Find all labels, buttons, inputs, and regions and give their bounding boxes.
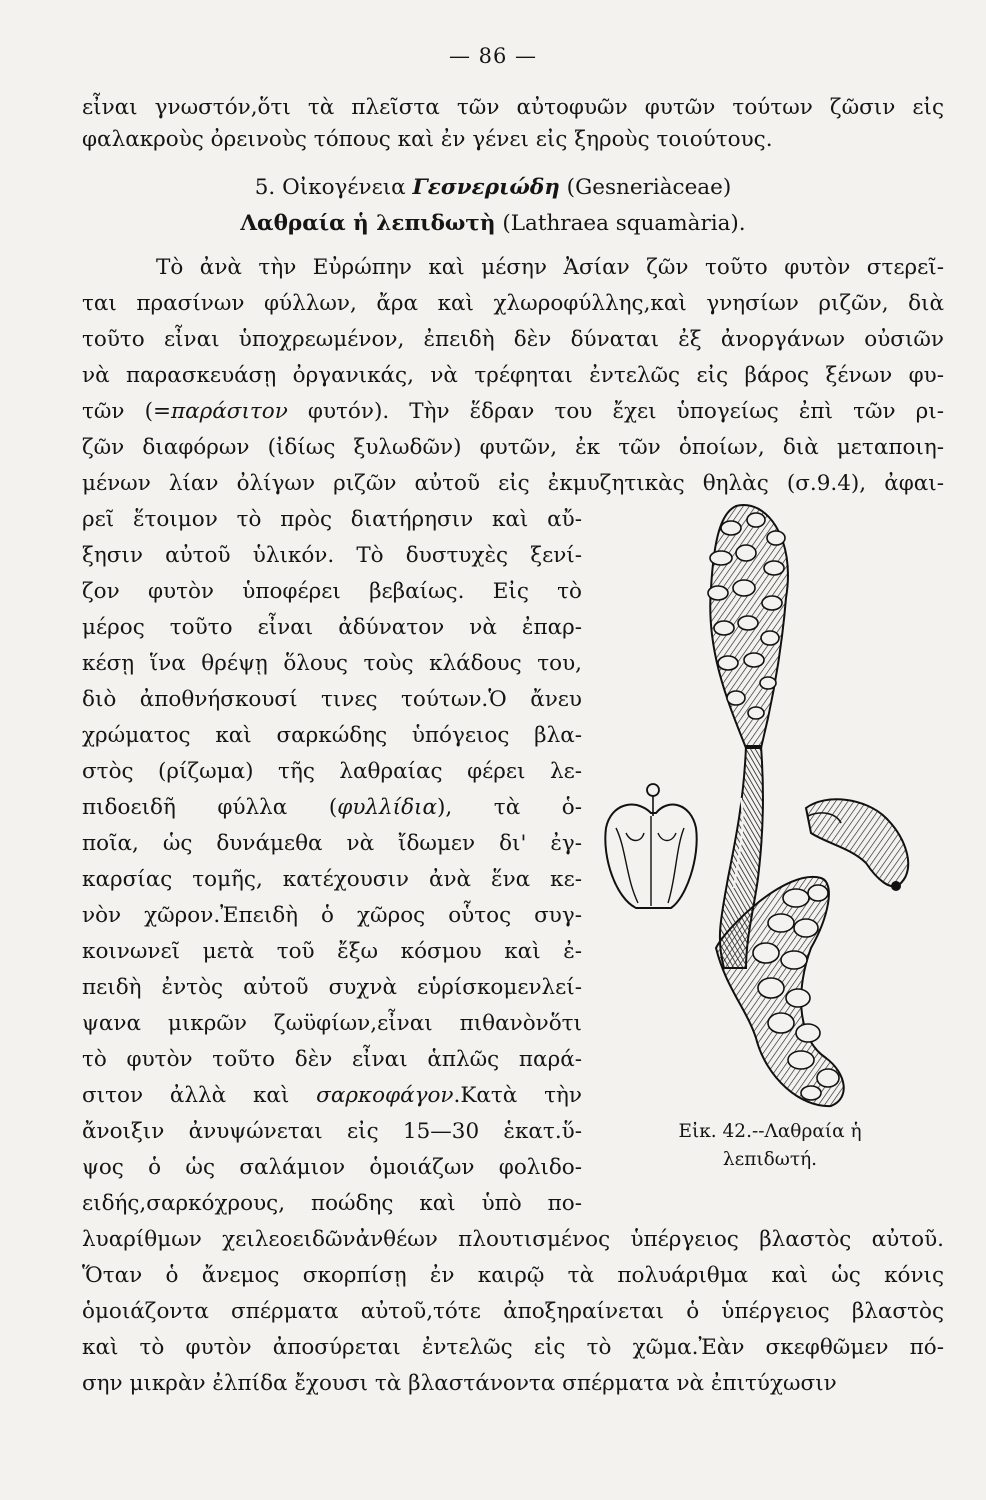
text-line: ψος ὁ ὡς σαλάμιον ὁμοιάζων φολιδο- bbox=[82, 1155, 582, 1180]
family-heading-prefix: 5. Οἰκογένεια bbox=[254, 175, 413, 200]
text-line: νὰ παρασκευάσῃ ὀργανικάς, νὰ τρέφηται ἐντελῶς εἰς βάρος ξένων φυ- bbox=[82, 363, 944, 388]
lathraea-illustration bbox=[596, 498, 926, 1110]
text-line: καὶ τὸ φυτὸν ἀποσύρεται ἐντελῶς εἰς τὸ χῶμα.Ἐὰν σκεφθῶμεν πό- bbox=[82, 1335, 944, 1360]
text-line: τὸ φυτὸν τοῦτο δὲν εἶναι ἁπλῶς παρά- bbox=[82, 1047, 582, 1072]
text-line: χρώματος καὶ σαρκώδης ὑπόγειος βλα- bbox=[82, 723, 582, 748]
text-line: ψανα μικρῶν ζωϋφίων,εἶναι πιθανὸνὅτι bbox=[82, 1011, 582, 1036]
text-line: σην μικρὰν ἐλπίδα ἔχουσι τὰ βλαστάνοντα σπέρματα νὰ ἐπιτύχωσιν bbox=[82, 1371, 837, 1396]
parasite-term: παράσιτον bbox=[171, 399, 288, 424]
text-span: ), τὰ ὁ- bbox=[437, 795, 583, 820]
text-line: κέσῃ ἵνα θρέψῃ ὅλους τοὺς κλάδους του, bbox=[82, 651, 582, 676]
text-line bbox=[82, 792, 582, 824]
text-span: τῶν (= bbox=[82, 399, 171, 424]
text-line: μένων λίαν ὀλίγων ριζῶν αὐτοῦ εἰς ἐκμυζητικὰς θηλὰς (σ.9.4), ἀφαι- bbox=[82, 471, 944, 496]
text-line: διὸ ἀποθνήσκουσί τινες τούτων.Ὁ ἄνευ bbox=[82, 687, 582, 712]
phyllidia-term: φυλλίδια bbox=[337, 795, 437, 820]
carnivore-term: σαρκοφάγον bbox=[316, 1083, 454, 1108]
text-line: ποῖα, ὡς δυνάμεθα νὰ ἴδωμεν δι' ἐγ- bbox=[82, 831, 582, 856]
text-line: στὸς (ρίζωμα) τῆς λαθραίας φέρει λε- bbox=[82, 759, 582, 784]
text-line: ὁμοιάζοντα σπέρματα αὐτοῦ,τότε ἀποξηραίνεται ὁ ὑπέργειος βλαστὸς bbox=[82, 1299, 944, 1324]
text-line: εἶναι γνωστόν,ὅτι τὰ πλεῖστα τῶν αὐτοφυῶν φυτῶν τούτων ζῶσιν εἰς bbox=[82, 95, 944, 120]
text-line: καρσίας τομῆς, κατέχουσιν ἀνὰ ἕνα κε- bbox=[82, 867, 582, 892]
text-line: ται πρασίνων φύλλων, ἄρα καὶ χλωροφύλλης,καὶ γνησίων ριζῶν, διὰ bbox=[82, 291, 944, 316]
text-line bbox=[82, 396, 944, 428]
text-line: ξησιν αὐτοῦ ὑλικόν. Τὸ δυστυχὲς ξενί- bbox=[82, 543, 582, 568]
species-heading-latin: (Lathraea squamària). bbox=[495, 211, 746, 236]
family-heading-latin: (Gesneriàceae) bbox=[559, 175, 732, 200]
text-line: νὸν χῶρον.Ἐπειδὴ ὁ χῶρος οὗτος συγ- bbox=[82, 903, 582, 928]
text-line: ζον φυτὸν ὑποφέρει βεβαίως. Εἰς τὸ bbox=[82, 579, 582, 604]
text-line: μέρος τοῦτο εἶναι ἀδύνατον νὰ ἐπαρ- bbox=[82, 615, 582, 640]
text-line: ἄνοιξιν ἀνυψώνεται εἰς 15—30 ἑκατ.ὕ- bbox=[82, 1119, 582, 1144]
lathraea-drawing bbox=[596, 498, 926, 1110]
family-heading-greek: Γεσνεριώδη bbox=[412, 175, 560, 200]
species-heading bbox=[0, 208, 986, 240]
text-line: κοινωνεῖ μετὰ τοῦ ἔξω κόσμου καὶ ἐ- bbox=[82, 939, 582, 964]
text-line: ρεῖ ἕτοιμον τὸ πρὸς διατήρησιν καὶ αὔ- bbox=[82, 507, 582, 532]
figure-caption-line1: Εἰκ. 42.--Λαθραία ἡ bbox=[678, 1121, 862, 1142]
flower-spike bbox=[708, 505, 788, 748]
figure-caption-line2: λεπιδωτή. bbox=[722, 1149, 818, 1170]
flower-section-detail bbox=[605, 784, 696, 908]
text-line: τοῦτο εἶναι ὑποχρεωμένον, ἐπειδὴ δὲν δύναται ἐξ ἀνοργάνων οὐσιῶν bbox=[82, 327, 944, 352]
text-line: φαλακροὺς ὀρεινοὺς τόπους καὶ ἐν γένει εἰς ξηροὺς τοιούτους. bbox=[82, 127, 773, 152]
species-heading-greek: Λαθραία ἡ λεπιδωτὴ bbox=[240, 211, 496, 236]
text-line: λυαρίθμων χειλεοειδῶνἀνθέων πλουτισμένος ὑπέργειος βλαστὸς αὐτοῦ. bbox=[82, 1227, 944, 1252]
text-line: Τὸ ἀνὰ τὴν Εὐρώπην καὶ μέσην Ἀσίαν ζῶν τοῦτο φυτὸν στερεῖ- bbox=[156, 255, 944, 280]
text-span: φυτόν). Τὴν ἕδραν του ἔχει ὑπογείως ἐπὶ τῶν ρι- bbox=[287, 399, 945, 424]
family-heading bbox=[0, 172, 986, 204]
text-span: .Κατὰ τὴν bbox=[453, 1083, 582, 1108]
text-line: Ὅταν ὁ ἄνεμος σκορπίσῃ ἐν καιρῷ τὰ πολυάριθμα καὶ ὡς κόνις bbox=[82, 1263, 944, 1288]
text-line bbox=[82, 1080, 582, 1112]
text-span: σιτον ἀλλὰ καὶ bbox=[82, 1083, 317, 1108]
text-line: πειδὴ ἐντὸς αὐτοῦ συχνὰ εὑρίσκομενλεί- bbox=[82, 975, 582, 1000]
text-line: ζῶν διαφόρων (ἰδίως ξυλωδῶν) φυτῶν, ἐκ τῶν ὁποίων, διὰ μεταποιη- bbox=[82, 435, 944, 460]
page-number: — 86 — bbox=[448, 44, 538, 68]
text-span: πιδοειδῆ φύλλα ( bbox=[82, 795, 338, 820]
text-line: ειδής,σαρκόχρους, ποώδης καὶ ὑπὸ πο- bbox=[82, 1191, 582, 1216]
